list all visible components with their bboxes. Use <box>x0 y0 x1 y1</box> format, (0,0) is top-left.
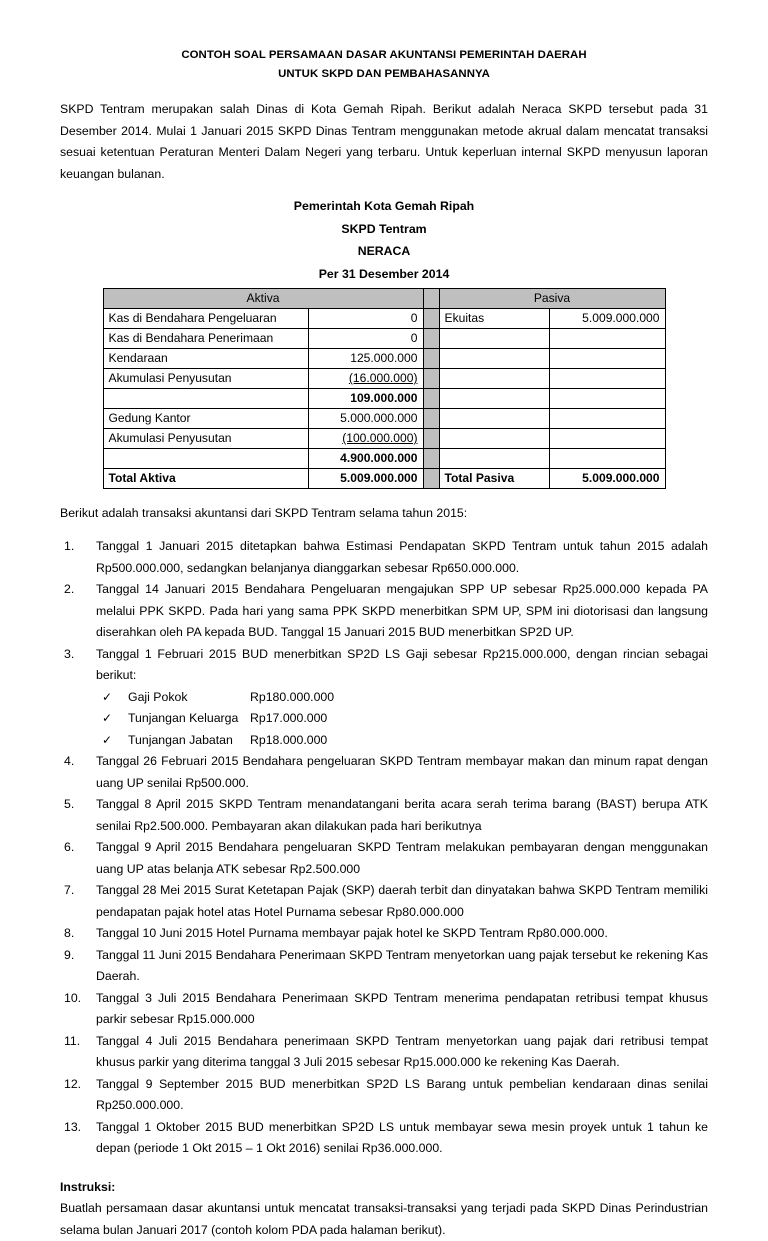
aktiva-label-6: Akumulasi Penyusutan <box>103 428 308 448</box>
list-item <box>60 579 708 644</box>
list-item-number: 4. <box>64 754 75 769</box>
list-item-number: 2. <box>64 582 75 597</box>
balance-sheet-heading <box>60 197 708 283</box>
instruction-heading: Instruksi: <box>60 1179 116 1194</box>
pasiva-blank <box>439 368 549 388</box>
pasiva-blank <box>439 448 549 468</box>
pasiva-blank <box>549 408 665 428</box>
list-item-number: 11. <box>64 1033 81 1048</box>
list-item-text: Tanggal 9 September 2015 BUD menerbitkan SP2D LS Barang untuk pembelian kendaraan dinas senilai Rp250.000.000. <box>96 1076 708 1113</box>
list-item <box>60 644 708 752</box>
aktiva-value-0: 0 <box>308 308 423 328</box>
table-row <box>103 388 665 408</box>
column-separator <box>423 388 439 408</box>
list-item-text: Tanggal 3 Juli 2015 Bendahara Penerimaan SKPD Tentram menerima pendapatan retribusi tempat khusus parkir sebesar Rp15.000.000 <box>96 990 708 1027</box>
list-item-number: 10. <box>64 990 82 1005</box>
list-item-number: 3. <box>64 646 75 661</box>
transactions-list <box>60 536 708 1160</box>
list-item <box>60 837 708 880</box>
table-row <box>103 428 665 448</box>
aktiva-value-2: 125.000.000 <box>308 348 423 368</box>
pasiva-blank <box>549 368 665 388</box>
list-item <box>60 988 708 1031</box>
list-item <box>60 945 708 988</box>
aktiva-value-1: 0 <box>308 328 423 348</box>
aktiva-value-4: 109.000.000 <box>308 388 423 408</box>
aktiva-label-3: Akumulasi Penyusutan <box>103 368 308 388</box>
pasiva-label-0: Ekuitas <box>439 308 549 328</box>
column-separator-header <box>423 288 439 308</box>
list-item-number: 6. <box>64 840 75 855</box>
pasiva-blank <box>549 328 665 348</box>
list-item <box>60 1031 708 1074</box>
list-item <box>60 794 708 837</box>
list-item <box>60 923 708 945</box>
list-item-number: 9. <box>64 947 75 962</box>
salary-component-label: Tunjangan Jabatan <box>128 732 233 747</box>
list-item-text: Tanggal 10 Juni 2015 Hotel Purnama membayar pajak hotel ke SKPD Tentram Rp80.000.000. <box>96 926 608 941</box>
aktiva-value-6 <box>308 428 423 448</box>
list-item <box>96 730 708 752</box>
document-title-line-2: UNTUK SKPD DAN PEMBAHASANNYA <box>278 68 490 80</box>
list-item-text: Tanggal 8 April 2015 SKPD Tentram menandatangani berita acara serah terima barang (BAST) berupa ATK senilai Rp2.500.000. Pembayaran akan dilakukan pada hari berikutnya <box>96 797 708 833</box>
column-separator <box>423 328 439 348</box>
list-item-number: 5. <box>64 797 75 812</box>
column-separator <box>423 348 439 368</box>
balance-sheet-heading-line-2: SKPD Tentram <box>341 221 427 236</box>
aktiva-label-0: Kas di Bendahara Pengeluaran <box>103 308 308 328</box>
transactions-lead-text: Berikut adalah transaksi akuntansi dari SKPD Tentram selama tahun 2015: <box>60 505 468 520</box>
list-item-number: 1. <box>64 539 75 554</box>
aktiva-label-5: Gedung Kantor <box>103 408 308 428</box>
list-item-number: 13. <box>64 1119 82 1134</box>
pasiva-blank <box>549 348 665 368</box>
salary-component-amount: Rp18.000.000 <box>250 732 328 747</box>
list-item-text: Tanggal 28 Mei 2015 Surat Ketetapan Pajak (SKP) daerah terbit dan dinyatakan bahwa SKPD Tentram memiliki pendapatan pajak hotel atas Hotel Purnama sebesar Rp80.000.000 <box>96 883 708 919</box>
salary-component-amount: Rp180.000.000 <box>250 689 335 704</box>
intro-paragraph: SKPD Tentram merupakan salah Dinas di Kota Gemah Ripah. Berikut adalah Neraca SKPD tersebut pada 31 Desember 2014. Mulai 1 Januari 2015 SKPD Dinas Tentram menggunakan metode akrual dalam mencatat transaksi sesuai ketentuan Peraturan Menteri Dalam Negeri yang terbaru. Untuk keperluan internal SKPD menyusun laporan keuangan bulanan. <box>60 102 708 181</box>
aktiva-label-7 <box>103 448 308 468</box>
pasiva-blank <box>549 448 665 468</box>
balance-sheet-table <box>103 288 666 489</box>
column-separator <box>423 368 439 388</box>
column-separator <box>423 468 439 488</box>
table-row <box>103 328 665 348</box>
checkmark-icon: ✓ <box>102 711 113 726</box>
pasiva-blank <box>439 388 549 408</box>
document-title-line-1: CONTOH SOAL PERSAMAAN DASAR AKUNTANSI PEMERINTAH DAERAH <box>181 49 587 61</box>
list-item <box>60 1117 708 1160</box>
total-pasiva-value: 5.009.000.000 <box>549 468 665 488</box>
list-item <box>60 1074 708 1117</box>
column-separator <box>423 408 439 428</box>
total-aktiva-label: Total Aktiva <box>103 468 308 488</box>
aktiva-label-4 <box>103 388 308 408</box>
list-item <box>60 880 708 923</box>
list-item-number: 8. <box>64 926 75 941</box>
list-item-text: Tanggal 26 Februari 2015 Bendahara pengeluaran SKPD Tentram membayar makan dan minum rapat dengan uang UP senilai Rp500.000. <box>96 754 708 790</box>
list-item-text: Tanggal 4 Juli 2015 Bendahara penerimaan SKPD Tentram menyetorkan uang pajak dari retribusi tempat khusus parkir yang diterima tanggal 3 Juli 2015 sebesar Rp15.000.000 ke rekening Kas Daerah. <box>96 1033 708 1070</box>
table-header-row <box>103 288 665 308</box>
total-pasiva-label: Total Pasiva <box>439 468 549 488</box>
balance-sheet-table-body <box>103 308 665 488</box>
balance-sheet-heading-line-3: NERACA <box>357 244 411 259</box>
column-header-pasiva: Pasiva <box>439 288 665 308</box>
list-item-text: Tanggal 1 Februari 2015 BUD menerbitkan SP2D LS Gaji sebesar Rp215.000.000, dengan rincian sebagai berikut: <box>96 646 708 683</box>
salary-component-label: Tunjangan Keluarga <box>128 711 239 726</box>
salary-component-amount: Rp17.000.000 <box>250 711 328 726</box>
aktiva-value-3 <box>308 368 423 388</box>
pasiva-blank <box>549 428 665 448</box>
pasiva-blank <box>439 348 549 368</box>
column-separator <box>423 428 439 448</box>
balance-sheet-table-head <box>103 288 665 308</box>
list-item <box>96 687 708 709</box>
balance-sheet-table-wrapper <box>60 288 708 489</box>
pasiva-blank <box>439 428 549 448</box>
list-item <box>60 751 708 794</box>
table-row <box>103 408 665 428</box>
checkmark-icon: ✓ <box>102 689 113 704</box>
column-separator <box>423 448 439 468</box>
total-aktiva-value: 5.009.000.000 <box>308 468 423 488</box>
table-row <box>103 348 665 368</box>
aktiva-value-5: 5.000.000.000 <box>308 408 423 428</box>
list-item-text: Tanggal 1 Oktober 2015 BUD menerbitkan SP2D LS untuk membayar sewa mesin proyek untuk 1 tahun ke depan (periode 1 Okt 2015 – 1 Okt 2016) senilai Rp36.000.000. <box>96 1119 708 1156</box>
table-total-row <box>103 468 665 488</box>
table-row <box>103 368 665 388</box>
list-item <box>60 536 708 579</box>
list-item-text: Tanggal 1 Januari 2015 ditetapkan bahwa Estimasi Pendapatan SKPD Tentram untuk tahun 2015 adalah Rp500.000.000, sedangkan belanjanya dianggarkan sebesar Rp650.000.000. <box>96 539 708 575</box>
document-title <box>60 46 708 84</box>
table-row <box>103 448 665 468</box>
balance-sheet-heading-line-1: Pemerintah Kota Gemah Ripah <box>293 199 475 214</box>
pasiva-blank <box>439 408 549 428</box>
list-item-number: 7. <box>64 883 75 898</box>
column-separator <box>423 308 439 328</box>
balance-sheet-heading-line-4: Per 31 Desember 2014 <box>318 267 450 282</box>
aktiva-label-1: Kas di Bendahara Penerimaan <box>103 328 308 348</box>
list-item-number: 12. <box>64 1076 82 1091</box>
list-item <box>96 708 708 730</box>
pasiva-blank <box>439 328 549 348</box>
table-row <box>103 308 665 328</box>
list-item-text: Tanggal 11 Juni 2015 Bendahara Penerimaan SKPD Tentram menyetorkan uang pajak tersebut ke rekening Kas Daerah. <box>96 947 708 984</box>
pasiva-value-0: 5.009.000.000 <box>549 308 665 328</box>
aktiva-value-6-text: (100.000.000) <box>342 431 418 446</box>
checkmark-icon: ✓ <box>102 732 113 747</box>
column-header-aktiva: Aktiva <box>103 288 423 308</box>
list-item-text: Tanggal 14 Januari 2015 Bendahara Pengeluaran mengajukan SPP UP sebesar Rp25.000.000 kepada PA melalui PPK SKPD. Pada hari yang sama PPK SKPD menerbitkan SPM UP, SPM ini diotorisasi dan langsung diserahkan oleh PA kepada BUD. Tanggal 15 Januari 2015 BUD menerbitkan SP2D UP. <box>96 582 708 640</box>
aktiva-value-3-text: (16.000.000) <box>348 371 418 386</box>
pasiva-blank <box>549 388 665 408</box>
salary-breakdown-list <box>96 687 708 752</box>
instruction-body: Buatlah persamaan dasar akuntansi untuk mencatat transaksi-transaksi yang terjadi pada SKPD Dinas Perindustrian selama bulan Januari 2017 (contoh kolom PDA pada halaman berikut). <box>60 1201 708 1237</box>
aktiva-value-7: 4.900.000.000 <box>308 448 423 468</box>
list-item-text: Tanggal 9 April 2015 Bendahara pengeluaran SKPD Tentram melakukan pembayaran dengan menggunakan uang UP atas belanja ATK sebesar Rp2.500.000 <box>96 840 708 876</box>
salary-component-label: Gaji Pokok <box>128 689 188 704</box>
aktiva-label-2: Kendaraan <box>103 348 308 368</box>
